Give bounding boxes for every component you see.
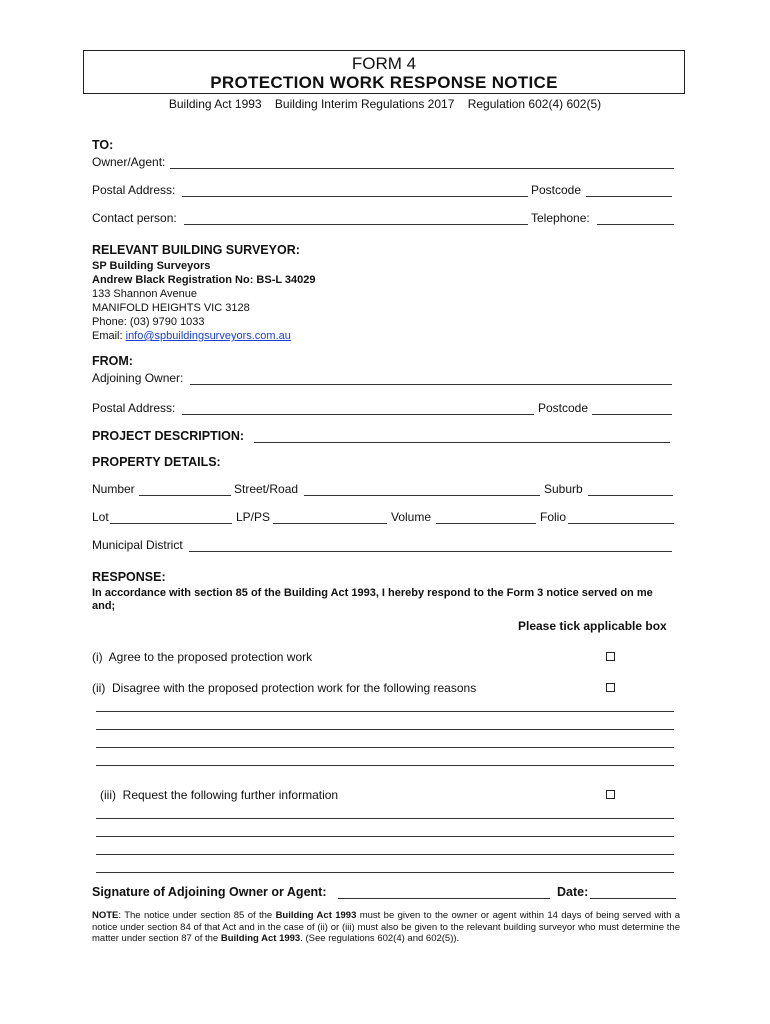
title-box [83,50,685,94]
note-text-2: must be given to the owner or agent within 14 days of being served with a notice under section 84 of that Act and in the case of (ii) or (iii) must also be given to the relevant building surveyor who must determine the matter under section 87 of the [92,910,681,944]
to-postcode-field[interactable] [586,196,672,197]
surveyor-phone: Phone: (03) 9790 1033 [92,316,205,328]
reason-line-3[interactable] [96,747,674,748]
owner-agent-field[interactable] [170,168,674,169]
to-postcode-label: Postcode [531,183,582,197]
note-act-2: Building Act 1993 [220,933,301,944]
tick-instruction: Please tick applicable box [518,619,667,633]
street-label: Street/Road [234,482,299,496]
lpps-field[interactable] [273,523,387,524]
note-act-1: Building Act 1993 [275,910,357,921]
from-heading: FROM: [92,354,133,368]
folio-field[interactable] [568,523,674,524]
info-line-1[interactable] [96,818,674,819]
date-label: Date: [557,885,589,899]
date-field[interactable] [590,898,676,899]
surveyor-email-row [92,329,291,343]
info-line-3[interactable] [96,854,674,855]
reason-line-4[interactable] [96,765,674,766]
adjoining-owner-label: Adjoining Owner: [92,371,184,385]
suburb-label: Suburb [544,482,583,496]
signature-label: Signature of Adjoining Owner or Agent: [92,885,327,899]
telephone-label: Telephone: [531,211,590,225]
option-disagree-label: (ii) Disagree with the proposed protection work for the following reasons [92,681,477,695]
folio-label: Folio [540,510,567,524]
surveyor-street: 133 Shannon Avenue [92,288,198,300]
surveyor-registration: Andrew Black Registration No: BS-L 34029 [92,274,316,286]
footer-note [92,910,680,945]
from-postcode-field[interactable] [592,414,672,415]
municipal-label: Municipal District [92,538,183,552]
note-text-1: : The notice under section 85 of the [118,910,276,921]
contact-person-field[interactable] [184,224,528,225]
form-subtitle: Building Act 1993 Building Interim Regulations 2017 Regulation 602(4) 602(5) [168,97,602,111]
volume-label: Volume [391,510,432,524]
surveyor-company: SP Building Surveyors [92,260,211,272]
note-prefix: NOTE [92,910,119,921]
number-field[interactable] [139,495,231,496]
option-agree-label: (i) Agree to the proposed protection work [92,650,313,664]
response-heading: RESPONSE: [92,570,166,584]
surveyor-suburb: MANIFOLD HEIGHTS VIC 3128 [92,302,250,314]
form-title: PROTECTION WORK RESPONSE NOTICE [210,73,558,92]
volume-field[interactable] [436,523,536,524]
to-heading: TO: [92,138,114,152]
response-intro: In accordance with section 85 of the Building Act 1993, I hereby respond to the Form 3 notice served on me and; [92,587,653,612]
note-text-3: . (See regulations 602(4) and 602(5)). [300,933,460,944]
from-postcode-label: Postcode [538,401,589,415]
request-checkbox[interactable] [606,790,615,799]
option-request-label: (iii) Request the following further information [100,788,339,802]
info-line-4[interactable] [96,872,674,873]
from-postal-address-label: Postal Address: [92,401,176,415]
telephone-field[interactable] [597,224,674,225]
disagree-checkbox[interactable] [606,683,615,692]
surveyor-email-label: Email: [92,330,126,342]
reason-line-2[interactable] [96,729,674,730]
lot-label: Lot [92,510,109,524]
municipal-field[interactable] [189,551,672,552]
to-postal-address-label: Postal Address: [92,183,176,197]
from-postal-address-field[interactable] [182,414,534,415]
to-postal-address-field[interactable] [182,196,528,197]
info-line-2[interactable] [96,836,674,837]
street-field[interactable] [304,495,540,496]
signature-field[interactable] [338,898,550,899]
project-heading: PROJECT DESCRIPTION: [92,429,245,443]
owner-agent-label: Owner/Agent: [92,155,166,169]
contact-person-label: Contact person: [92,211,177,225]
agree-checkbox[interactable] [606,652,615,661]
property-heading: PROPERTY DETAILS: [92,455,221,469]
adjoining-owner-field[interactable] [190,384,672,385]
lpps-label: LP/PS [236,510,271,524]
suburb-field[interactable] [588,495,673,496]
project-description-field[interactable] [254,442,670,443]
surveyor-heading: RELEVANT BUILDING SURVEYOR: [92,243,300,257]
surveyor-email-link[interactable]: info@spbuildingsurveyors.com.au [125,330,291,342]
number-label: Number [92,482,135,496]
lot-field[interactable] [110,523,232,524]
form-number: FORM 4 [351,54,417,73]
reason-line-1[interactable] [96,711,674,712]
